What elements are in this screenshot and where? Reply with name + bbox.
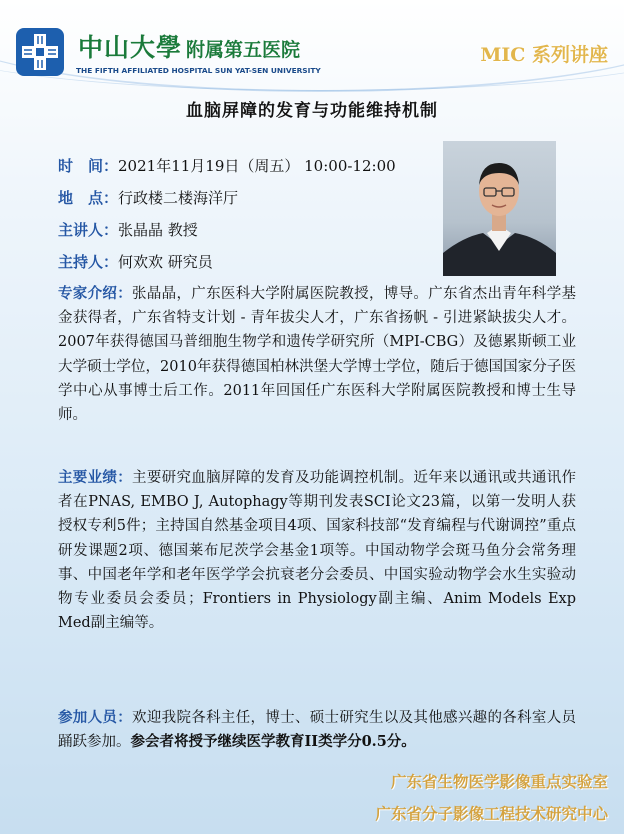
- time-value: 2021年11月19日（周五） 10:00-12:00: [118, 157, 396, 175]
- achievements-text: 主要研究血脑屏障的发育及功能调控机制。近年来以通讯或共通讯作者在PNAS, EMBO J, Autophagy等期刊发表SCI论文23篇，以第一发明人获授权专利5件；主持国自然基金项目4项、国家科技部“发育编程与代谢调控”重点研发课题2项、德国莱布尼茨学会基金1项等。中国动物学会斑马鱼分会常务理事、中国老年学和老年医学学会抗衰老分会委员、中国实验动物学会水生实验动物专业委员会委员；Frontiers in Physiology副主编、Anim Models Exp Med副主编等。: [58, 470, 576, 632]
- expert-label: 专家介绍：: [58, 286, 133, 302]
- place-value: 行政楼二楼海洋厅: [118, 189, 239, 207]
- speaker-row: [58, 219, 198, 240]
- place-label: 地 点：: [58, 189, 119, 207]
- hospital-name-main: 中山大學: [78, 33, 183, 62]
- hospital-name-sub: 附属第五医院: [186, 39, 301, 61]
- participants: [58, 706, 576, 754]
- hospital-name-cn: [78, 28, 300, 64]
- participants-label: 参加人员：: [58, 710, 133, 726]
- footer-lab-name: 广东省生物医学影像重点实验室: [390, 773, 608, 791]
- host-label: 主持人：: [58, 253, 119, 271]
- host-row: [58, 251, 213, 272]
- expert-text: 张晶晶，广东医科大学附属医院教授，博导。广东省杰出青年科学基金获得者，广东省特支计划 - 青年拔尖人才，广东省扬帆 - 引进紧缺拔尖人才。2007年获得德国马普细胞生物学和遗传学研究所（MPI-CBG）及德累斯顿工业大学硕士学位，2010年获得德国柏林洪堡大学博士学位，随后于德国国家分子医学中心从事博士后工作。2011年回国任广东医科大学附属医院教授和博士生导师。: [58, 286, 576, 424]
- speaker-photo: [443, 141, 556, 276]
- time-label: 时 间：: [58, 157, 119, 175]
- expert-intro: [58, 282, 576, 427]
- lecture-title: 血脑屏障的发育与功能维持机制: [186, 101, 438, 121]
- footer-center-name: 广东省分子影像工程技术研究中心: [375, 805, 608, 823]
- host-value: 何欢欢 研究员: [118, 253, 213, 271]
- participants-text: 欢迎我院各科主任，博士、硕士研究生以及其他感兴趣的各科室人员踊跃参加。: [58, 710, 576, 751]
- achievements: [58, 466, 576, 635]
- hospital-name-en: THE FIFTH AFFILIATED HOSPITAL SUN YAT-SEN UNIVERSITY: [76, 66, 321, 75]
- credit-notice: 参会者将授予继续医学教育II类学分0.5分。: [130, 733, 416, 751]
- time-row: [58, 155, 396, 176]
- achievements-label: 主要业绩：: [58, 470, 133, 486]
- speaker-label: 主讲人：: [58, 221, 119, 239]
- series-title: MIC 系列讲座: [480, 44, 608, 66]
- hospital-cross-logo-icon: [16, 28, 64, 76]
- speaker-value: 张晶晶 教授: [118, 221, 198, 239]
- place-row: [58, 187, 238, 208]
